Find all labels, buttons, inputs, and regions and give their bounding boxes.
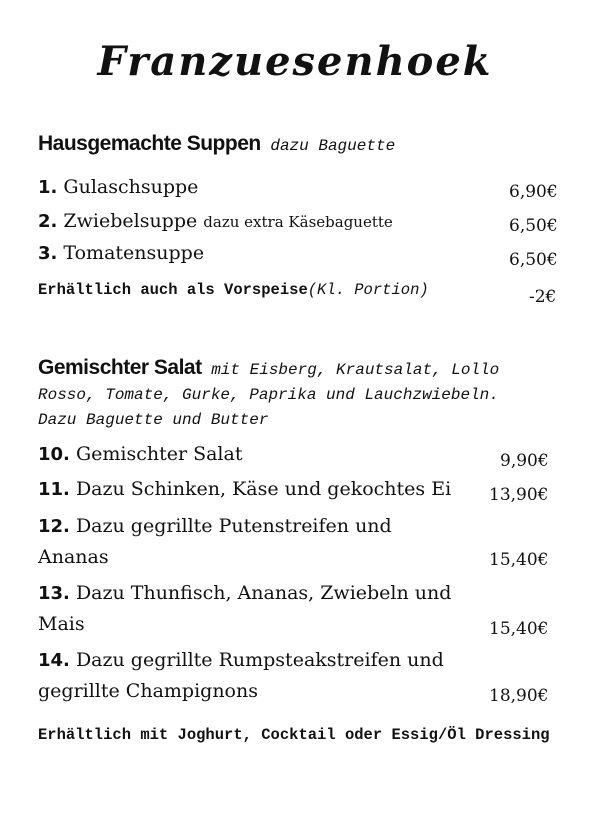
menu-item-13 <box>38 578 558 639</box>
salad-heading-sub-3: Dazu Baguette und Butter <box>38 411 269 429</box>
item-number: 13. <box>38 583 70 604</box>
item-price: 15,40€ <box>489 619 549 639</box>
item-price: 13,90€ <box>489 485 549 505</box>
item-price: 6,90€ <box>509 182 558 202</box>
menu-item-12 <box>38 511 558 572</box>
item-number: 3. <box>38 243 58 264</box>
item-name: Dazu Thunfisch, Ananas, Zwiebeln und <box>75 582 452 604</box>
menu-item-10 <box>38 443 558 465</box>
soups-note <box>38 281 558 299</box>
item-price: 18,90€ <box>489 686 549 706</box>
salad-heading-sub-1: mit Eisberg, Krautsalat, Lollo <box>211 361 500 379</box>
soups-heading-title: Hausgemachte Suppen <box>38 132 261 155</box>
item-price: 15,40€ <box>489 550 549 570</box>
restaurant-title: Franzuesenhoek <box>97 38 493 85</box>
menu-item-3 <box>38 242 558 264</box>
menu-item-11 <box>38 478 558 500</box>
soups-note-sub: (Kl. Portion) <box>307 281 429 299</box>
soups-heading <box>38 132 558 156</box>
menu-item-1 <box>38 176 558 198</box>
item-name: Tomatensuppe <box>63 242 205 264</box>
salad-heading-sub-2: Rosso, Tomate, Gurke, Paprika und Lauchzwiebeln. <box>38 386 499 404</box>
item-name: Zwiebelsuppe <box>63 210 198 232</box>
item-price: 9,90€ <box>500 451 549 471</box>
item-price: 6,50€ <box>509 250 558 270</box>
menu-item-2 <box>38 210 558 232</box>
soups-heading-sub: dazu Baguette <box>270 137 396 155</box>
item-name: Gulaschsuppe <box>63 176 199 198</box>
item-name: Gemischter Salat <box>75 443 243 465</box>
item-extra: dazu extra Käsebaguette <box>203 213 393 231</box>
salad-heading-title: Gemischter Salat <box>38 356 202 379</box>
item-number: 10. <box>38 444 70 465</box>
item-price: 6,50€ <box>509 216 558 236</box>
item-name-cont: Ananas <box>38 546 109 568</box>
salad-heading <box>38 355 558 433</box>
item-number: 2. <box>38 211 58 232</box>
soups-note-price: -2€ <box>529 287 557 307</box>
item-number: 14. <box>38 650 70 671</box>
item-name-cont: Mais <box>38 613 85 635</box>
item-number: 1. <box>38 177 58 198</box>
menu-item-14 <box>38 645 558 706</box>
item-number: 12. <box>38 516 70 537</box>
item-name-cont: gegrillte Champignons <box>38 680 258 702</box>
item-name: Dazu gegrillte Rumpsteakstreifen und <box>75 649 444 671</box>
item-name: Dazu gegrillte Putenstreifen und <box>75 515 392 537</box>
salad-note: Erhältlich mit Joghurt, Cocktail oder Essig/Öl Dressing <box>38 726 550 744</box>
item-name: Dazu Schinken, Käse und gekochtes Ei <box>75 478 452 500</box>
soups-note-text: Erhältlich auch als Vorspeise <box>38 281 308 299</box>
item-number: 11. <box>38 479 70 500</box>
